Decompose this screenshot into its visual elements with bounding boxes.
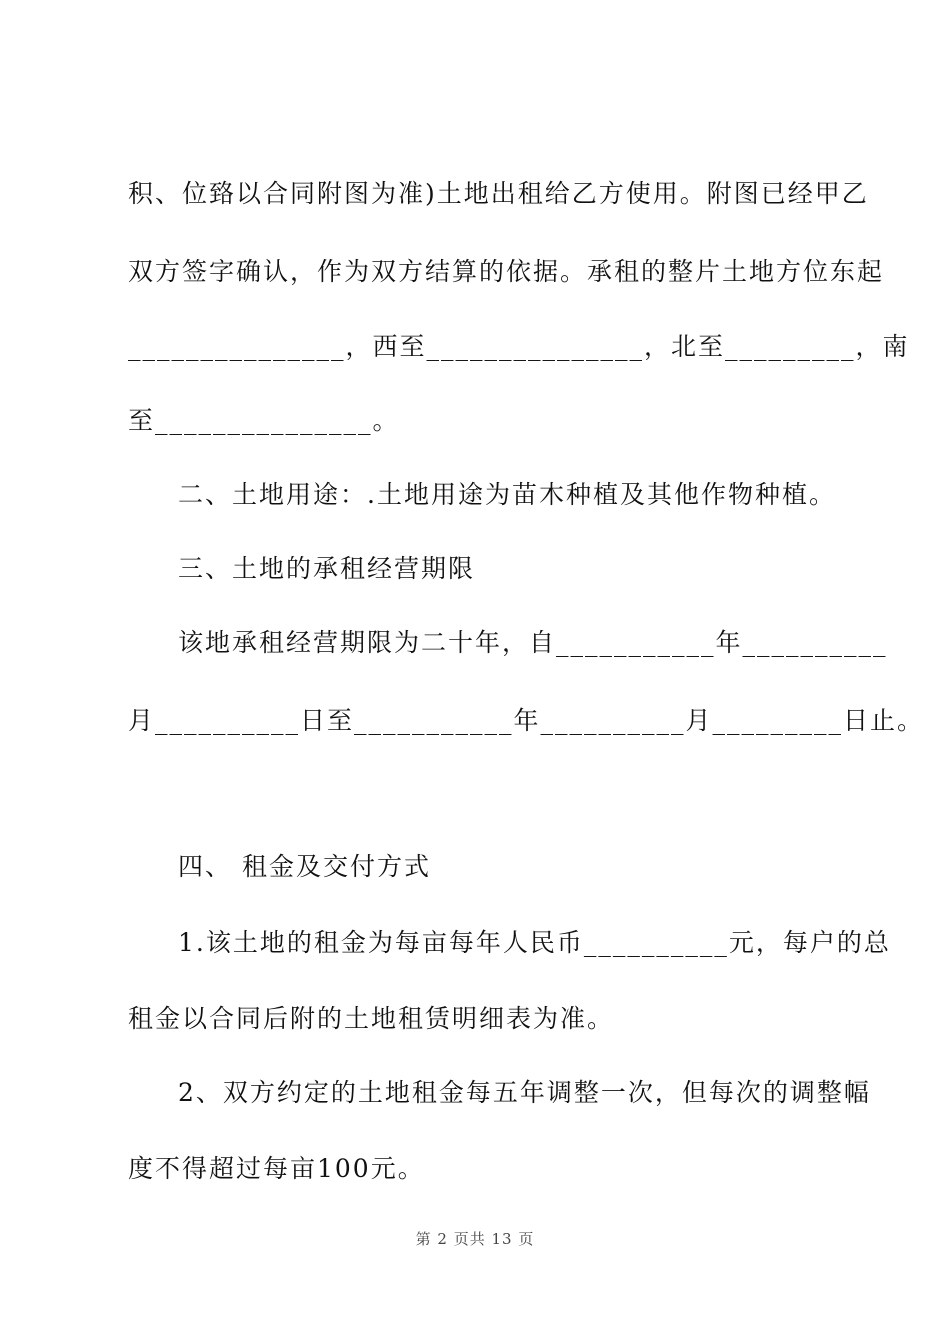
paragraph-line: _______________，西至_______________，北至_________，南 — [128, 332, 910, 361]
section-heading-land-use: 二、土地用途：.土地用途为苗木种植及其他作物种植。 — [178, 480, 836, 509]
paragraph-line: 双方签字确认，作为双方结算的依据。承租的整片土地方位东起 — [128, 257, 885, 286]
section-heading-rent: 四、 租金及交付方式 — [178, 852, 431, 881]
paragraph-line: 度不得超过每亩100元。 — [128, 1154, 425, 1183]
paragraph-line: 至_______________。 — [128, 406, 400, 435]
paragraph-line: 租金以合同后附的土地租赁明细表为准。 — [128, 1004, 615, 1033]
paragraph-line: 积、位臵以合同附图为准)土地出租给乙方使用。附图已经甲乙 — [128, 179, 869, 208]
paragraph-line: 2、双方约定的土地租金每五年调整一次，但每次的调整幅 — [178, 1078, 871, 1107]
paragraph-line: 1.该土地的租金为每亩每年人民币__________元，每户的总 — [178, 928, 891, 957]
section-heading-lease-term: 三、土地的承租经营期限 — [178, 554, 476, 583]
paragraph-line: 该地承租经营期限为二十年，自___________年__________ — [178, 628, 888, 657]
paragraph-line: 月__________日至___________年__________月_________日止。 — [128, 706, 925, 735]
page-footer: 第 2 页共 13 页 — [415, 1230, 535, 1248]
